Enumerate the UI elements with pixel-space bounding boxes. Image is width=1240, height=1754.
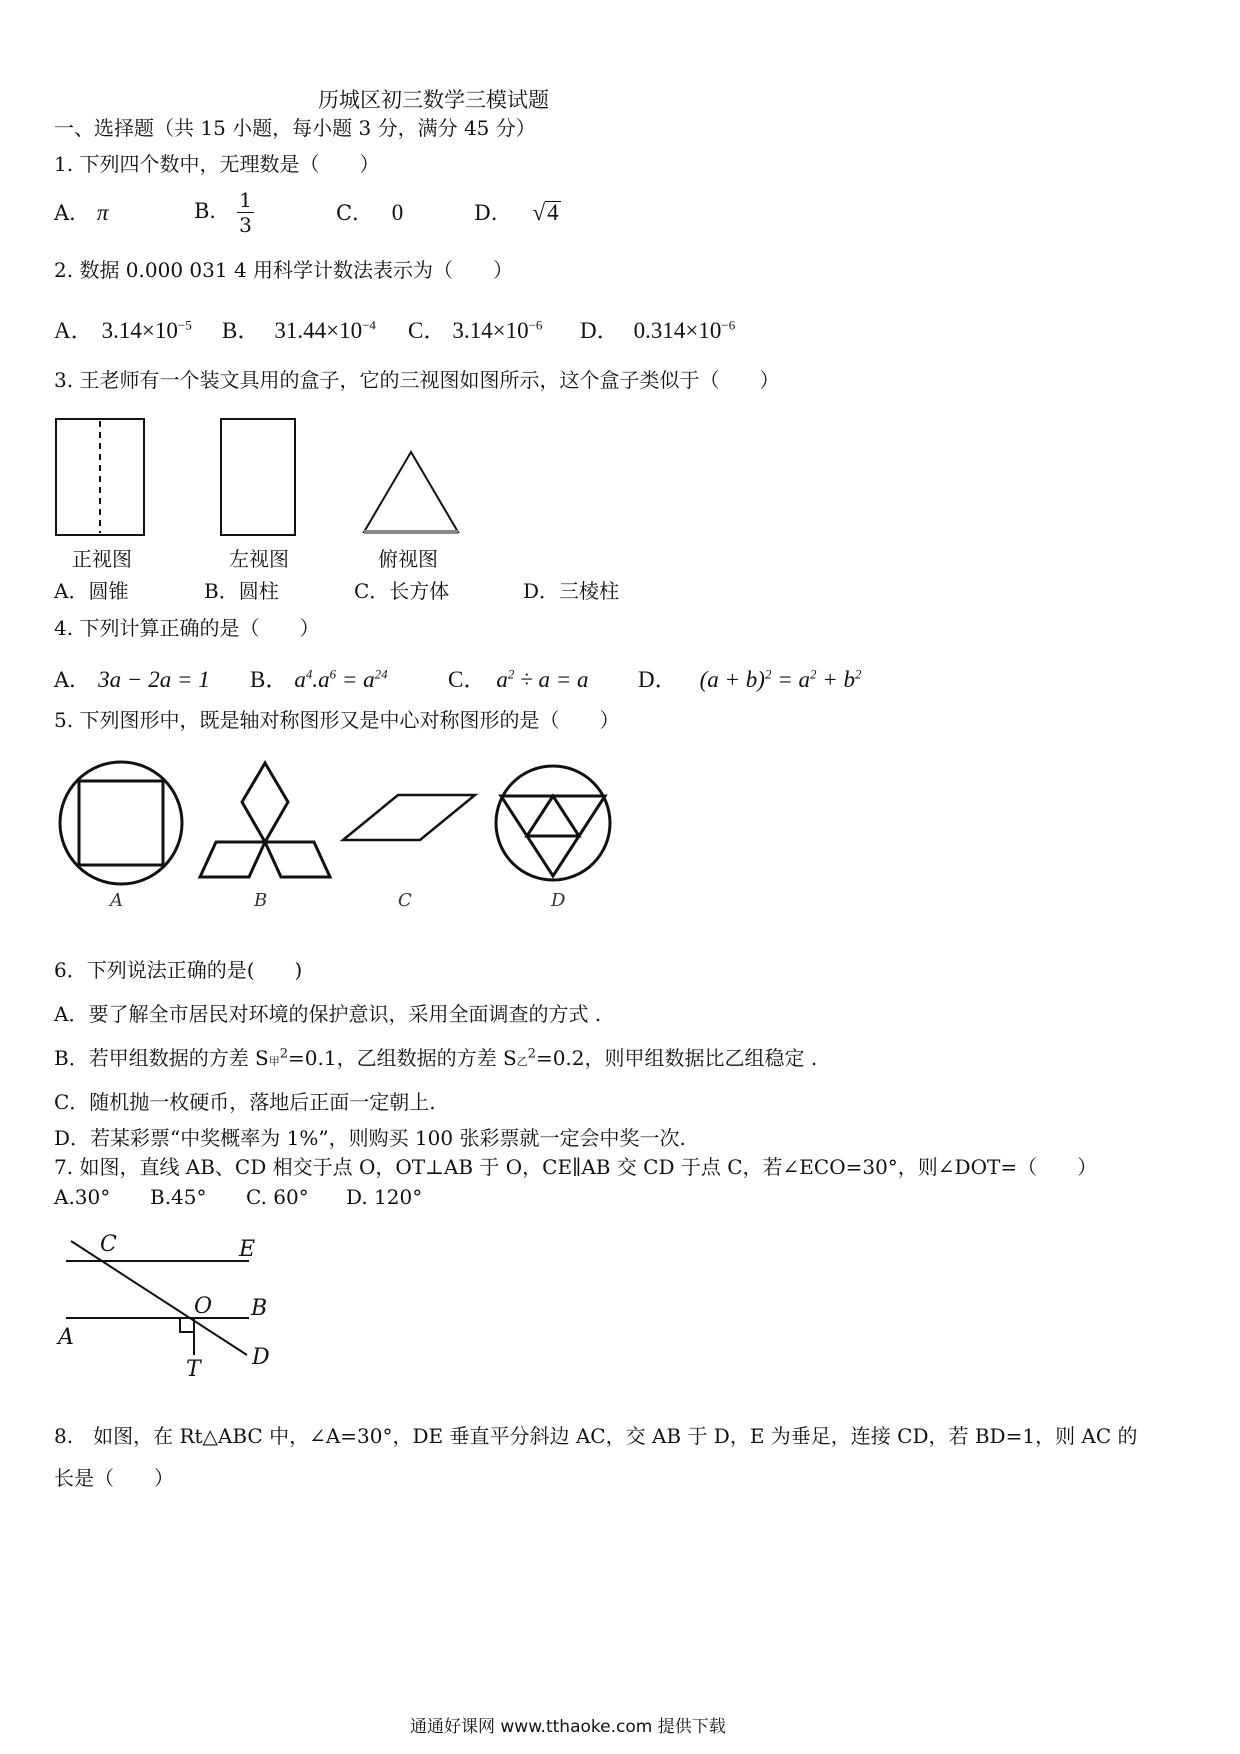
q4-b-exp3: 24: [374, 666, 388, 682]
q4-b-label: B．: [250, 667, 289, 692]
point-e-label: E: [239, 1237, 256, 1262]
q4-b-part1: a: [294, 667, 306, 692]
q2-d-base: 0.314×10: [633, 318, 722, 343]
q2-a-label: A．: [54, 318, 94, 343]
q4-c-part1: a: [496, 667, 508, 692]
section-heading: 一、选择题（共 15 小题，每小题 3 分，满分 45 分）: [54, 116, 536, 140]
q2-c-base: 3.14×10: [452, 318, 529, 343]
shape-c-parallelogram: [343, 795, 475, 840]
q4-d-part3: + b: [816, 667, 856, 692]
q4-a-label: A．: [54, 668, 91, 692]
q6-option-c: C．随机抛一枚硬币，落地后正面一定朝上.: [54, 1090, 436, 1114]
shape-c-label: C: [398, 890, 412, 911]
point-d-label: D: [252, 1345, 270, 1370]
q4-b-part3: = a: [336, 667, 375, 692]
q2-d-exp: −6: [721, 317, 736, 333]
q6-b-square-2: 2: [527, 1046, 536, 1062]
q8-line1: 8. 如图，在 Rt△ABC 中，∠A=30°，DE 垂直平分斜边 AC，交 AB 于 D，E 为垂足，连接 CD，若 BD=1，则 AC 的: [54, 1424, 1138, 1448]
q4-b-exp2: 6: [329, 666, 337, 682]
q4-b-exp1: 4: [305, 666, 313, 682]
q2-a-exp: −5: [177, 317, 192, 333]
q7-option-d: D. 120°: [346, 1185, 423, 1209]
top-view-label: 俯视图: [378, 547, 438, 571]
q1-a-value: π: [96, 200, 109, 225]
point-c-label: C: [100, 1232, 117, 1257]
q6-b-sub-jia: 甲: [268, 1055, 280, 1068]
footer-source: 通通好课网 www.tthaoke.com 提供下载: [410, 1717, 726, 1737]
q4-option-d: [638, 667, 862, 693]
q6-b-suffix: =0.2，则甲组数据比乙组稳定 .: [535, 1046, 818, 1070]
q1-a-label: A．: [54, 201, 91, 225]
q4-d-exp3: 2: [855, 666, 862, 682]
q2-a-base: 3.14×10: [101, 318, 178, 343]
shape-d-inner-triangle: [527, 796, 579, 836]
shape-d-circle: [496, 766, 610, 880]
q4-d-exp2: 2: [810, 666, 817, 682]
q7-option-b: B.45°: [150, 1185, 207, 1209]
page-title: 历城区初三数学三模试题: [318, 88, 549, 112]
line-cd: [71, 1241, 247, 1355]
q2-c-exp: −6: [528, 317, 543, 333]
q7-stem: 7. 如图，直线 AB、CD 相交于点 O，OT⊥AB 于 O，CE∥AB 交 CD 于点 C，若∠ECO=30°，则∠DOT=（ ）: [54, 1155, 1098, 1179]
q4-d-exp1: 2: [764, 666, 772, 682]
q3-stem: 3. 王老师有一个装文具用的盒子，它的三视图如图所示，这个盒子类似于（ ）: [54, 368, 780, 392]
q2-d-label: D．: [580, 318, 620, 343]
point-a-label: A: [58, 1325, 74, 1350]
q7-option-a: A.30°: [54, 1185, 111, 1209]
q1-c-value: 0: [391, 200, 404, 225]
q4-d-label: D．: [638, 667, 678, 692]
point-b-label: B: [251, 1296, 268, 1321]
q6-option-d: D．若某彩票“中奖概率为 1%”，则购买 100 张彩票就一定会中奖一次.: [54, 1126, 686, 1150]
q4-a-expr: 3a − 2a = 1: [98, 667, 210, 692]
q1-stem: 1. 下列四个数中，无理数是（ ）: [54, 152, 380, 176]
q2-b-label: B．: [222, 318, 261, 343]
q3-option-c: C．长方体: [354, 579, 450, 603]
q3-option-b: B．圆柱: [204, 579, 279, 603]
point-o-label: O: [194, 1294, 213, 1319]
q3-option-d: D．三棱柱: [523, 579, 620, 603]
q6-option-a: A．要了解全市居民对环境的保护意识，采用全面调查的方式 .: [54, 1002, 602, 1026]
shape-a-label: A: [110, 890, 123, 911]
q1-d-radicand: 4: [547, 200, 559, 225]
q2-b-base: 31.44×10: [274, 318, 363, 343]
q6-b-middle: =0.1，乙组数据的方差 S: [288, 1046, 517, 1070]
q7-lines-figure: [0, 0, 320, 1400]
q6-b-sub-yi: 乙: [516, 1055, 528, 1068]
shape-b-label: B: [254, 890, 268, 911]
q5-stem: 5. 下列图形中，既是轴对称图形又是中心对称图形的是（ ）: [54, 708, 620, 732]
shape-d-label: D: [551, 890, 566, 911]
q8-line2: 长是（ ）: [54, 1466, 174, 1490]
q2-c-label: C．: [408, 318, 447, 343]
q4-c-label: C．: [448, 667, 487, 692]
point-t-label: T: [186, 1357, 201, 1382]
q4-b-part2: .a: [312, 667, 330, 692]
q4-d-part2: = a: [771, 667, 810, 692]
q3-option-a: A．圆锥: [54, 579, 129, 603]
q1-b-numerator: 1: [239, 188, 252, 212]
q4-c-part2: ÷ a = a: [514, 667, 589, 692]
q4-c-exp1: 2: [507, 666, 515, 682]
q1-b-denominator: 3: [239, 213, 252, 237]
q1-d-label: D．: [474, 201, 512, 225]
q1-c-label: C．: [336, 201, 374, 225]
q6-b-square-1: 2: [279, 1046, 289, 1062]
q2-b-exp: −4: [362, 317, 376, 333]
front-view-label: 正视图: [72, 547, 132, 571]
q7-option-c: C. 60°: [246, 1185, 309, 1209]
q1-b-label: B．: [194, 199, 231, 223]
side-view-label: 左视图: [229, 547, 289, 571]
q6-stem: 6．下列说法正确的是( ): [54, 958, 303, 982]
q4-d-part1: (a + b): [699, 667, 765, 692]
q1-d-sqrt: √4: [532, 200, 559, 225]
q2-stem: 2. 数据 0.000 031 4 用科学计数法表示为（ ）: [54, 258, 514, 282]
q4-stem: 4. 下列计算正确的是（ ）: [54, 616, 320, 640]
q6-b-prefix: B．若甲组数据的方差 S: [54, 1046, 269, 1070]
